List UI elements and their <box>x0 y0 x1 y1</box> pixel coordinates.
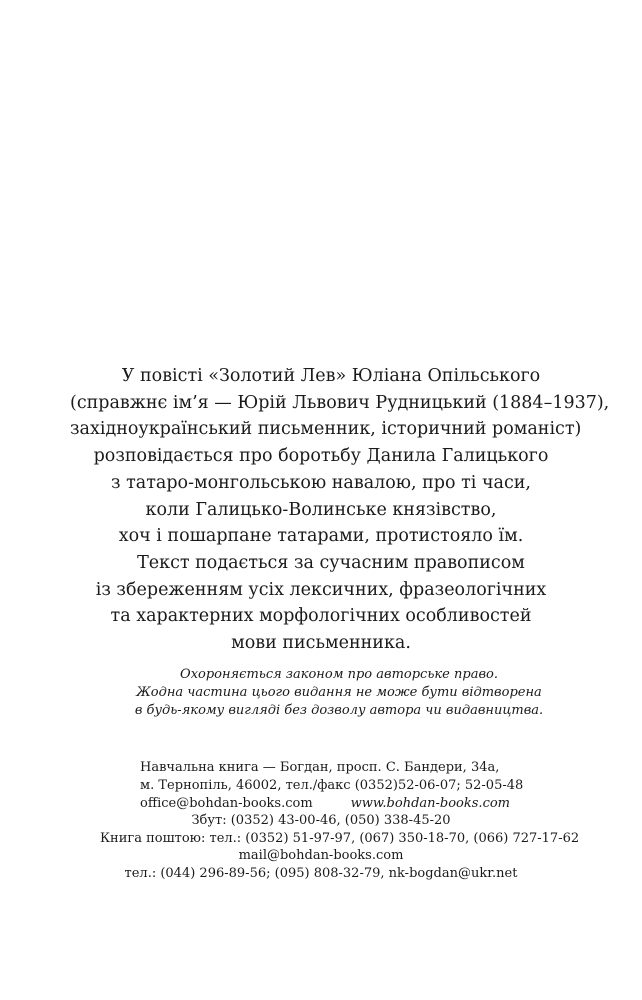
publisher-website: www.bohdan-books.com <box>350 796 510 811</box>
annotation-line: У повісті «Золотий Лев» Юліана Опільського <box>121 366 541 386</box>
publisher-city-line <box>140 777 524 795</box>
publisher-city-phone: м. Тернопіль, 46002, тел./факс (0352)52-06-07; 52-05-48 <box>140 778 524 793</box>
annotation-line: із збереженням усіх лексичних, фразеологічних <box>95 579 547 600</box>
publisher-contacts-line <box>140 795 510 813</box>
sales-mail-email: mail@bohdan-books.com <box>238 848 404 863</box>
sales-mail-order: Книга поштою: тел.: (0352) 51-97-97, (067) 350-18-70, (066) 727-17-62 <box>100 830 580 846</box>
sales-distribution: Збут: (0352) 43-00-46, (050) 338-45-20 <box>191 813 451 828</box>
copyright-line: Жодна частина цього видання не може бути відтворена <box>136 685 542 700</box>
book-annotation <box>70 363 610 657</box>
annotation-line: Текст подається за сучасним правописом <box>137 552 525 573</box>
publisher-email: office@bohdan-books.com <box>140 796 313 811</box>
annotation-line: та характерних морфологічних особливостей <box>110 606 532 627</box>
sales-kyiv-contacts: тел.: (044) 296-89-56; (095) 808-32-79, nk-bogdan@ukr.net <box>124 865 518 881</box>
annotation-line: розповідається про боротьбу Данила Галицького <box>93 446 549 467</box>
sales-info <box>100 812 580 882</box>
copyright-line: Охороняється законом про авторське право. <box>180 667 498 682</box>
annotation-line: (справжнє ім’я — Юрій Львович Рудницький (1884–1937), <box>70 392 610 413</box>
annotation-line: коли Галицько-Волинське князівство, <box>145 499 497 520</box>
copyright-notice <box>120 666 558 720</box>
annotation-line: західноукраїнський письменник, історичний романіст) <box>70 419 582 440</box>
copyright-line: в будь-якому вигляді без дозволу автора чи видавництва. <box>134 703 544 718</box>
publisher-address-line <box>140 759 510 777</box>
annotation-line: з татаро-монгольською навалою, про ті часи, <box>111 472 531 493</box>
publisher-info <box>140 759 524 813</box>
annotation-line: хоч і пошарпане татарами, протистояло їм. <box>118 526 524 547</box>
annotation-line: мови письменника. <box>231 633 411 654</box>
publisher-address: Навчальна книга — Богдан, просп. С. Бандери, 34а, <box>140 760 500 775</box>
